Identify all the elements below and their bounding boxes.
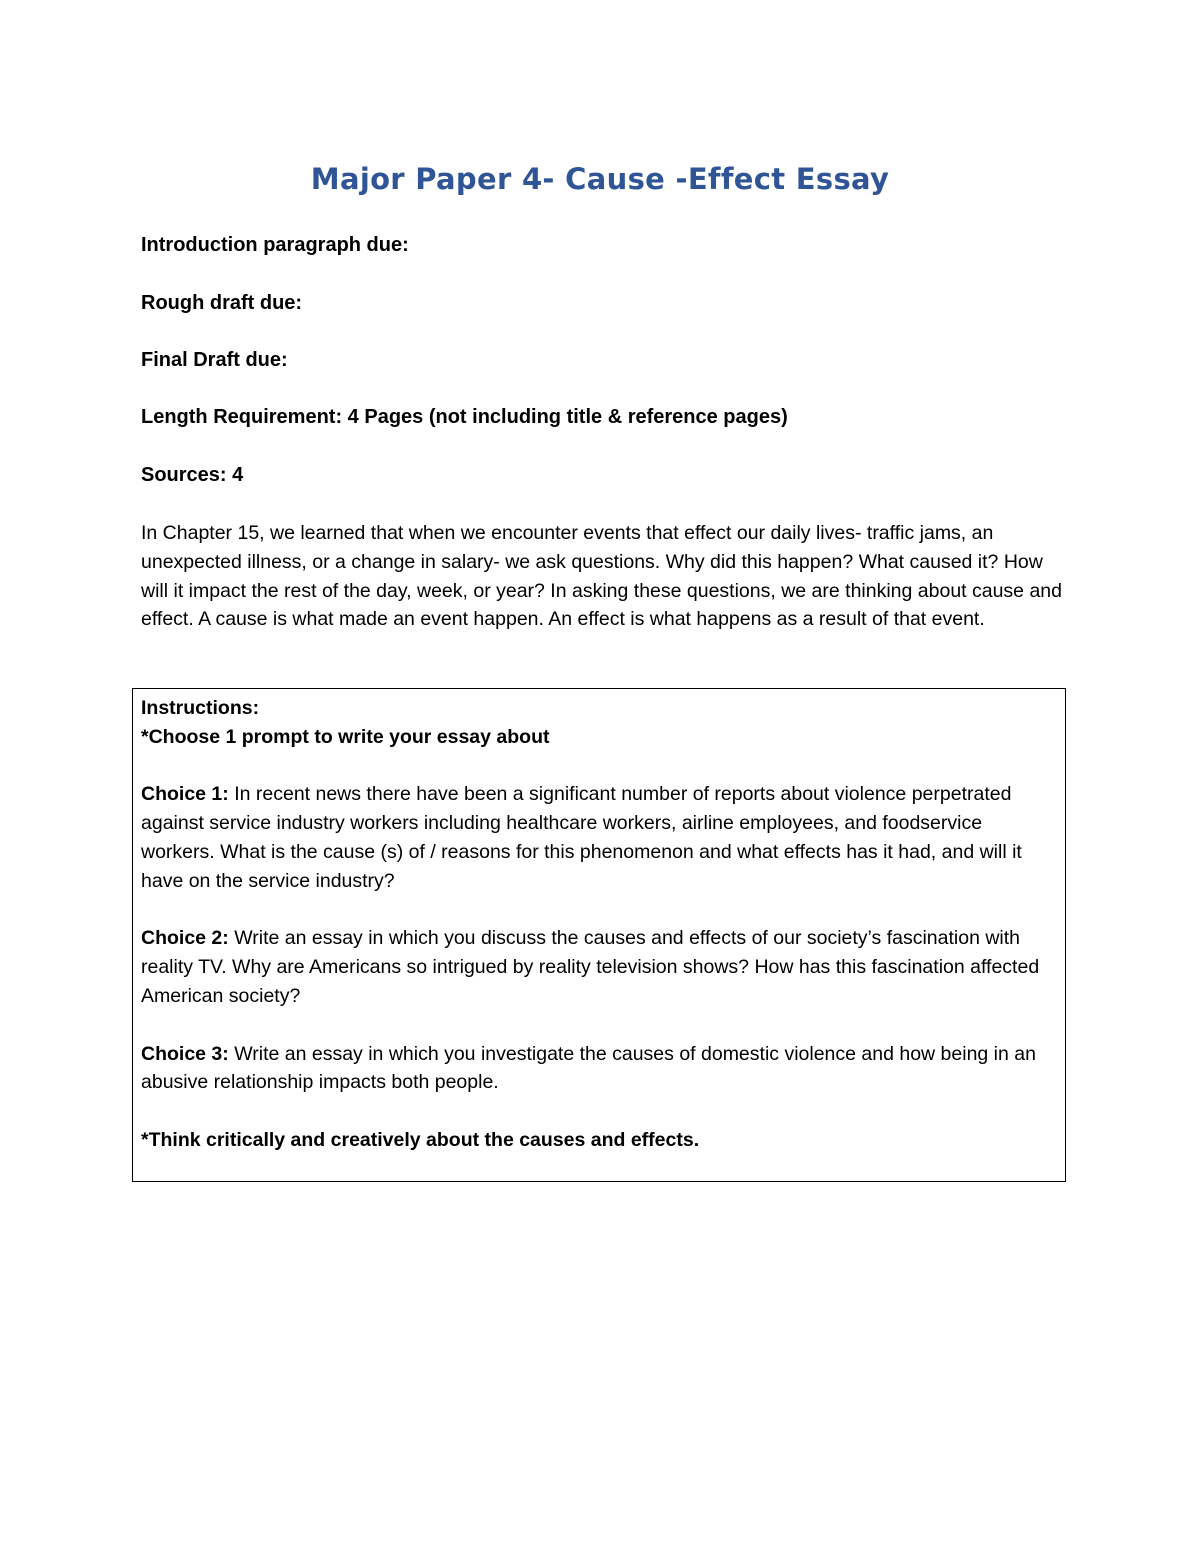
final-draft-due-field: Final Draft due: [141, 349, 288, 371]
choice-3 [141, 1040, 1053, 1098]
sources-field: Sources: 4 [141, 464, 244, 486]
instructions-content [141, 694, 1053, 1155]
rough-draft-due-field: Rough draft due: [141, 292, 303, 314]
choice-1-text: In recent news there have been a significant number of reports about violence perpetrated against service industry workers including healthcare workers, airline employees, and foodservice workers. What is the cause (s) of / reasons for this phenomenon and what effects has it had, and will it have on the service industry? [141, 783, 1022, 892]
instructions-subheading: *Choose 1 prompt to write your essay about [141, 725, 550, 748]
closing-note: *Think critically and creatively about the causes and effects. [141, 1128, 700, 1151]
choice-3-text: Write an essay in which you investigate the causes of domestic violence and how being in an abusive relationship impacts both people. [141, 1042, 1036, 1094]
spacer [141, 896, 1053, 925]
choice-3-label: Choice 3: [141, 1042, 229, 1065]
choice-2-text: Write an essay in which you discuss the causes and effects of our society’s fascination with reality TV. Why are Americans so intrigued by reality television shows? How has this fascination affected American society? [141, 927, 1040, 1007]
spacer [141, 752, 1053, 781]
intro-paragraph: In Chapter 15, we learned that when we encounter events that effect our daily lives- traffic jams, an unexpected illness, or a change in salary- we ask questions. Why did this happen? What caused it? How will it impact the rest of the day, week, or year? In asking these questions, we are thinking about cause and effect. A cause is what made an event happen. An effect is what happens as a result of that event. [141, 522, 1062, 631]
choice-1 [141, 780, 1053, 895]
choice-2 [141, 924, 1053, 1010]
instructions-box [132, 688, 1066, 1182]
length-requirement-field: Length Requirement: 4 Pages (not including title & reference pages) [141, 406, 788, 428]
spacer [141, 1011, 1053, 1040]
choice-2-label: Choice 2: [141, 927, 229, 950]
introduction-due-field: Introduction paragraph due: [141, 234, 409, 256]
spacer [141, 1097, 1053, 1126]
instructions-heading: Instructions: [141, 697, 260, 719]
document-title: Major Paper 4- Cause -Effect Essay [310, 162, 890, 196]
choice-1-label: Choice 1: [141, 783, 229, 806]
